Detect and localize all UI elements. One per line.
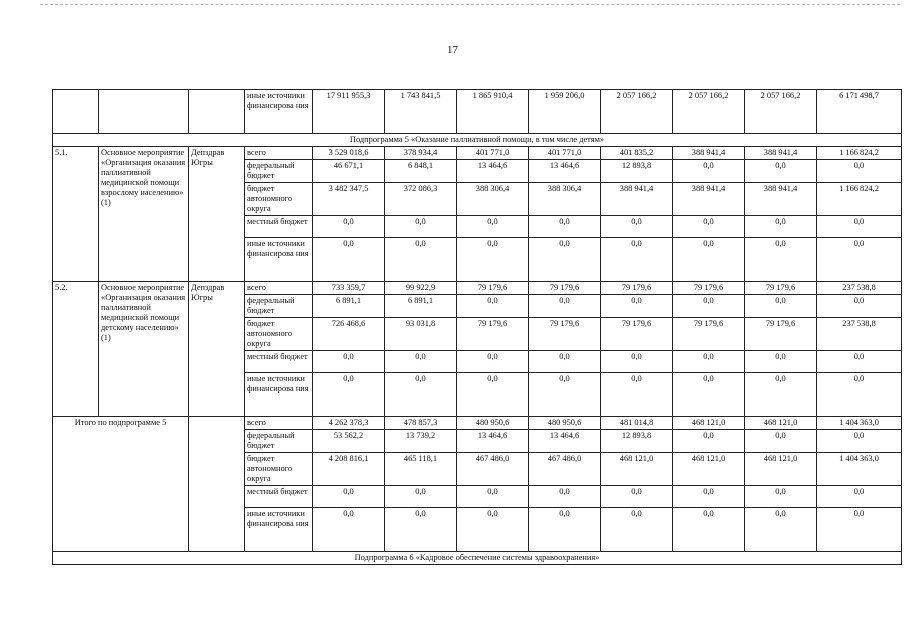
value-cell: 0,0 <box>817 295 902 318</box>
value-cell: 93 031,8 <box>385 318 457 351</box>
table-row <box>53 147 902 160</box>
value-cell: 2 057 166,2 <box>673 90 745 134</box>
funding-source-cell: всего <box>245 282 313 295</box>
value-cell: 388 306,4 <box>529 183 601 216</box>
value-cell: 0,0 <box>601 351 673 373</box>
value-cell: 0,0 <box>817 430 902 453</box>
value-cell: 0,0 <box>745 351 817 373</box>
value-cell: 237 538,8 <box>817 318 902 351</box>
funding-source-cell: бюджет автономного округа <box>245 318 313 351</box>
funding-source-cell: всего <box>245 147 313 160</box>
value-cell: 388 306,4 <box>457 183 529 216</box>
value-cell: 0,0 <box>673 216 745 238</box>
value-cell: 468 121,0 <box>673 453 745 486</box>
value-cell: 480 950,6 <box>529 417 601 430</box>
value-cell: 0,0 <box>601 486 673 508</box>
value-cell: 0,0 <box>385 238 457 282</box>
value-cell: 733 359,7 <box>313 282 385 295</box>
funding-source-cell: федеральный бюджет <box>245 295 313 318</box>
value-cell: 0,0 <box>529 216 601 238</box>
value-cell: 0,0 <box>457 238 529 282</box>
measure-name-cell: Основное мероприятие «Организация оказания паллиативной медицинской помощи детскому населению» (1) <box>99 282 189 417</box>
value-cell: 0,0 <box>745 216 817 238</box>
value-cell: 0,0 <box>313 486 385 508</box>
value-cell: 79 179,6 <box>673 318 745 351</box>
funding-source-cell: местный бюджет <box>245 486 313 508</box>
value-cell: 0,0 <box>817 351 902 373</box>
value-cell: 79 179,6 <box>457 318 529 351</box>
value-cell: 0,0 <box>745 508 817 552</box>
budget-table <box>52 89 902 565</box>
value-cell: 480 950,6 <box>457 417 529 430</box>
value-cell: 388 941,4 <box>601 183 673 216</box>
value-cell: 0,0 <box>313 351 385 373</box>
value-cell: 4 262 378,3 <box>313 417 385 430</box>
value-cell: 79 179,6 <box>673 282 745 295</box>
value-cell: 0,0 <box>529 373 601 417</box>
scan-edge-noise <box>40 4 900 5</box>
value-cell: 2 057 166,2 <box>601 90 673 134</box>
value-cell: 0,0 <box>817 216 902 238</box>
row-number-cell: 5.1. <box>53 147 99 282</box>
value-cell: 6 891,1 <box>385 295 457 318</box>
value-cell: 17 911 955,3 <box>313 90 385 134</box>
value-cell: 378 934,4 <box>385 147 457 160</box>
funding-source-cell: местный бюджет <box>245 216 313 238</box>
subprogram-5-title: Подпрограмма 5 «Оказание паллиативной помощи, в том числе детям» <box>53 134 902 147</box>
value-cell: 0,0 <box>385 216 457 238</box>
value-cell: 0,0 <box>457 486 529 508</box>
table-row <box>53 417 902 430</box>
value-cell: 3 529 018,6 <box>313 147 385 160</box>
funding-source-cell: иные источники финансирова ния <box>245 508 313 552</box>
value-cell: 467 486,0 <box>457 453 529 486</box>
value-cell: 237 538,8 <box>817 282 902 295</box>
value-cell: 0,0 <box>745 238 817 282</box>
table-row <box>53 90 902 134</box>
executor-cell: Депздрав Югры <box>189 147 245 282</box>
value-cell: 0,0 <box>457 216 529 238</box>
value-cell: 0,0 <box>673 508 745 552</box>
value-cell: 13 739,2 <box>385 430 457 453</box>
value-cell: 401 835,2 <box>601 147 673 160</box>
value-cell: 465 118,1 <box>385 453 457 486</box>
value-cell: 478 857,3 <box>385 417 457 430</box>
value-cell: 0,0 <box>673 160 745 183</box>
value-cell: 388 941,4 <box>673 183 745 216</box>
value-cell: 467 486,0 <box>529 453 601 486</box>
value-cell: 0,0 <box>601 295 673 318</box>
value-cell: 0,0 <box>817 238 902 282</box>
value-cell: 468 121,0 <box>601 453 673 486</box>
value-cell: 0,0 <box>601 373 673 417</box>
value-cell: 0,0 <box>673 486 745 508</box>
value-cell: 13 464,6 <box>457 160 529 183</box>
value-cell: 13 464,6 <box>529 430 601 453</box>
value-cell: 0,0 <box>313 238 385 282</box>
funding-source-cell: всего <box>245 417 313 430</box>
value-cell: 401 771,0 <box>529 147 601 160</box>
value-cell: 0,0 <box>817 508 902 552</box>
value-cell: 1 166 824,2 <box>817 147 902 160</box>
value-cell: 0,0 <box>529 351 601 373</box>
subprogram-6-title: Подпрограмма 6 «Кадровое обеспечение системы здравоохранения» <box>53 552 902 565</box>
value-cell: 468 121,0 <box>745 417 817 430</box>
funding-source-cell: бюджет автономного округа <box>245 183 313 216</box>
value-cell: 1 404 363,0 <box>817 453 902 486</box>
row-number-cell: 5.2. <box>53 282 99 417</box>
value-cell: 0,0 <box>529 295 601 318</box>
subprogram-total-label: Итого по подпрограмме 5 <box>53 417 189 552</box>
value-cell: 0,0 <box>745 430 817 453</box>
value-cell: 388 941,4 <box>745 183 817 216</box>
value-cell: 388 941,4 <box>745 147 817 160</box>
value-cell: 79 179,6 <box>529 318 601 351</box>
value-cell: 1 166 824,2 <box>817 183 902 216</box>
value-cell: 3 482 347,5 <box>313 183 385 216</box>
value-cell: 13 464,6 <box>529 160 601 183</box>
value-cell: 79 179,6 <box>601 318 673 351</box>
value-cell: 4 208 816,1 <box>313 453 385 486</box>
value-cell: 1 865 910,4 <box>457 90 529 134</box>
funding-source-cell: иные источники финансирова ния <box>245 238 313 282</box>
page-number: 17 <box>447 44 458 56</box>
value-cell: 1 404 363,0 <box>817 417 902 430</box>
value-cell: 0,0 <box>385 351 457 373</box>
value-cell: 12 893,8 <box>601 430 673 453</box>
value-cell: 0,0 <box>457 508 529 552</box>
value-cell: 726 468,6 <box>313 318 385 351</box>
value-cell: 1 959 206,0 <box>529 90 601 134</box>
value-cell: 0,0 <box>673 238 745 282</box>
value-cell: 0,0 <box>817 160 902 183</box>
table-row <box>53 282 902 295</box>
value-cell: 99 922,9 <box>385 282 457 295</box>
value-cell: 401 771,0 <box>457 147 529 160</box>
value-cell: 0,0 <box>385 373 457 417</box>
funding-source-cell: иные источники финансирова ния <box>245 373 313 417</box>
funding-source-cell: федеральный бюджет <box>245 430 313 453</box>
executor-cell: Депздрав Югры <box>189 282 245 417</box>
subprogram-heading-row <box>53 134 902 147</box>
value-cell: 0,0 <box>457 373 529 417</box>
value-cell: 468 121,0 <box>745 453 817 486</box>
value-cell: 13 464,6 <box>457 430 529 453</box>
funding-source-cell: бюджет автономного округа <box>245 453 313 486</box>
value-cell: 1 743 841,5 <box>385 90 457 134</box>
value-cell: 0,0 <box>745 373 817 417</box>
subprogram-heading-row <box>53 552 902 565</box>
value-cell: 6 848,1 <box>385 160 457 183</box>
funding-source-cell: иные источники финансирова ния <box>245 90 313 134</box>
value-cell: 0,0 <box>745 486 817 508</box>
value-cell: 0,0 <box>529 486 601 508</box>
value-cell: 79 179,6 <box>601 282 673 295</box>
value-cell: 0,0 <box>385 486 457 508</box>
value-cell: 0,0 <box>745 160 817 183</box>
measure-name-cell: Основное мероприятие «Организация оказания паллиативной медицинской помощи взрослому населению» (1) <box>99 147 189 282</box>
value-cell: 6 171 498,7 <box>817 90 902 134</box>
value-cell: 0,0 <box>745 295 817 318</box>
funding-source-cell: федеральный бюджет <box>245 160 313 183</box>
value-cell: 468 121,0 <box>673 417 745 430</box>
value-cell: 0,0 <box>673 351 745 373</box>
budget-table-body <box>53 90 902 565</box>
value-cell: 481 014,8 <box>601 417 673 430</box>
value-cell: 0,0 <box>601 508 673 552</box>
value-cell: 79 179,6 <box>745 282 817 295</box>
value-cell: 0,0 <box>817 486 902 508</box>
executor-cell <box>189 417 245 552</box>
value-cell: 0,0 <box>817 373 902 417</box>
value-cell: 0,0 <box>313 508 385 552</box>
executor-cell <box>189 90 245 134</box>
value-cell: 0,0 <box>457 295 529 318</box>
value-cell: 0,0 <box>457 351 529 373</box>
funding-source-cell: местный бюджет <box>245 351 313 373</box>
value-cell: 0,0 <box>601 238 673 282</box>
value-cell: 0,0 <box>529 238 601 282</box>
value-cell: 53 562,2 <box>313 430 385 453</box>
value-cell: 6 891,1 <box>313 295 385 318</box>
value-cell: 0,0 <box>673 373 745 417</box>
measure-name-cell <box>99 90 189 134</box>
value-cell: 0,0 <box>385 508 457 552</box>
value-cell: 0,0 <box>673 295 745 318</box>
value-cell: 372 086,3 <box>385 183 457 216</box>
value-cell: 0,0 <box>601 216 673 238</box>
row-number-cell <box>53 90 99 134</box>
value-cell: 0,0 <box>673 430 745 453</box>
value-cell: 12 893,8 <box>601 160 673 183</box>
value-cell: 2 057 166,2 <box>745 90 817 134</box>
value-cell: 0,0 <box>529 508 601 552</box>
value-cell: 79 179,6 <box>529 282 601 295</box>
value-cell: 46 671,1 <box>313 160 385 183</box>
value-cell: 0,0 <box>313 216 385 238</box>
value-cell: 79 179,6 <box>457 282 529 295</box>
value-cell: 79 179,6 <box>745 318 817 351</box>
value-cell: 388 941,4 <box>673 147 745 160</box>
value-cell: 0,0 <box>313 373 385 417</box>
